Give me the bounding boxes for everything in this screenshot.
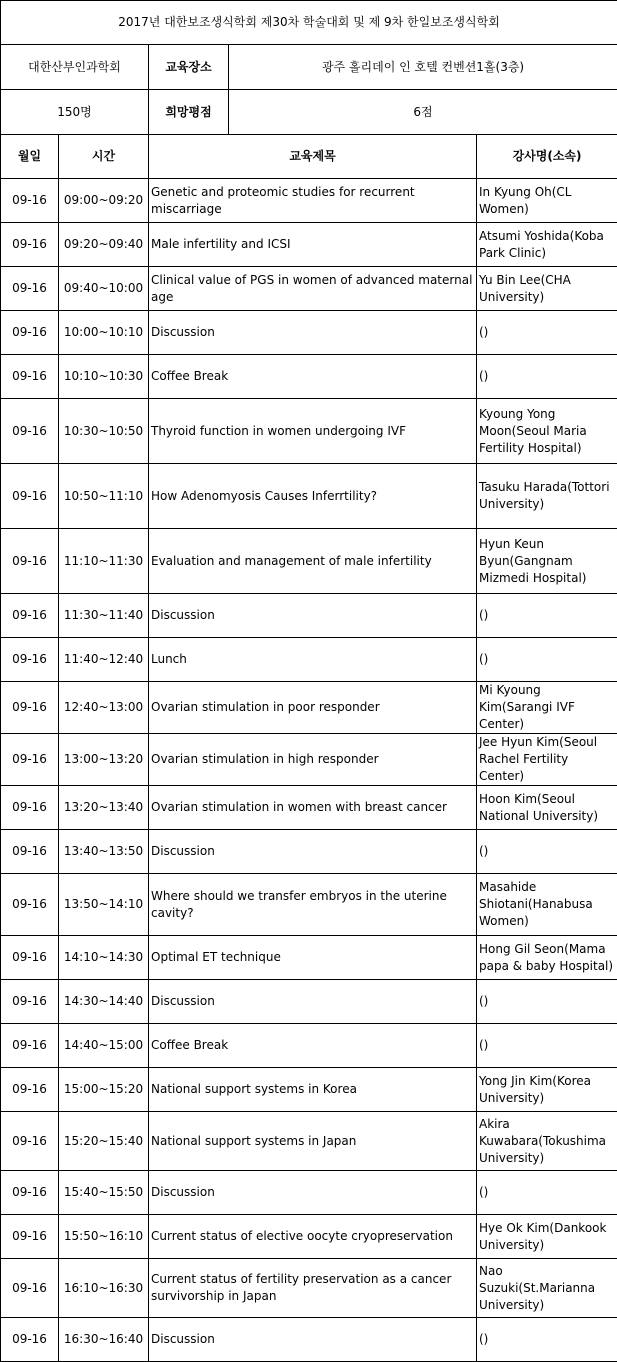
cell-subject: Where should we transfer embryos in the uterine cavity? bbox=[149, 874, 477, 936]
cell-speaker: Hong Gil Seon(Mama papa & baby Hospital) bbox=[477, 936, 617, 980]
cell-speaker: Masahide Shiotani(Hanabusa Women) bbox=[477, 874, 617, 936]
cell-speaker: () bbox=[477, 980, 617, 1024]
place-value: 광주 홀리데이 인 호텔 컨벤션1홀(3층) bbox=[229, 45, 617, 90]
cell-date: 09-16 bbox=[1, 179, 59, 223]
cell-subject: Optimal ET technique bbox=[149, 936, 477, 980]
cell-time: 10:10~10:30 bbox=[59, 355, 149, 399]
cell-speaker: Akira Kuwabara(Tokushima University) bbox=[477, 1112, 617, 1171]
cell-subject: Male infertility and ICSI bbox=[149, 223, 477, 267]
table-row bbox=[1, 399, 617, 464]
table-row bbox=[1, 1259, 617, 1318]
table-row bbox=[1, 1171, 617, 1215]
table-row bbox=[1, 464, 617, 529]
cell-time: 15:00~15:20 bbox=[59, 1068, 149, 1112]
cell-date: 09-16 bbox=[1, 734, 59, 786]
cell-date: 09-16 bbox=[1, 223, 59, 267]
cell-speaker: Atsumi Yoshida(Koba Park Clinic) bbox=[477, 223, 617, 267]
cell-date: 09-16 bbox=[1, 267, 59, 311]
cell-speaker: () bbox=[477, 830, 617, 874]
cell-subject: Thyroid function in women undergoing IVF bbox=[149, 399, 477, 464]
cell-subject: Discussion bbox=[149, 1171, 477, 1215]
cell-time: 13:00~13:20 bbox=[59, 734, 149, 786]
cell-time: 15:20~15:40 bbox=[59, 1112, 149, 1171]
cell-subject: Current status of elective oocyte cryopreservation bbox=[149, 1215, 477, 1259]
table-row bbox=[1, 355, 617, 399]
cell-time: 15:50~16:10 bbox=[59, 1215, 149, 1259]
cell-time: 13:20~13:40 bbox=[59, 786, 149, 830]
credit-label: 희망평점 bbox=[149, 90, 229, 135]
cell-subject: National support systems in Japan bbox=[149, 1112, 477, 1171]
table-row bbox=[1, 223, 617, 267]
cell-subject: How Adenomyosis Causes Inferrtility? bbox=[149, 464, 477, 529]
cell-date: 09-16 bbox=[1, 1171, 59, 1215]
cell-subject: Evaluation and management of male infertility bbox=[149, 529, 477, 594]
cell-speaker: () bbox=[477, 594, 617, 638]
cell-subject: Clinical value of PGS in women of advanced maternal age bbox=[149, 267, 477, 311]
table-row bbox=[1, 830, 617, 874]
table-row bbox=[1, 786, 617, 830]
cell-time: 11:10~11:30 bbox=[59, 529, 149, 594]
cell-speaker: Yu Bin Lee(CHA University) bbox=[477, 267, 617, 311]
cell-subject: National support systems in Korea bbox=[149, 1068, 477, 1112]
cell-date: 09-16 bbox=[1, 874, 59, 936]
header-subject: 교육제목 bbox=[149, 135, 477, 179]
cell-time: 11:40~12:40 bbox=[59, 638, 149, 682]
cell-time: 12:40~13:00 bbox=[59, 682, 149, 734]
cell-time: 10:30~10:50 bbox=[59, 399, 149, 464]
table-row bbox=[1, 1318, 617, 1362]
cell-subject: Discussion bbox=[149, 980, 477, 1024]
cell-date: 09-16 bbox=[1, 1318, 59, 1362]
cell-time: 13:50~14:10 bbox=[59, 874, 149, 936]
cell-speaker: Tasuku Harada(Tottori University) bbox=[477, 464, 617, 529]
cell-speaker: () bbox=[477, 1318, 617, 1362]
cell-speaker: () bbox=[477, 638, 617, 682]
cell-speaker: Mi Kyoung Kim(Sarangi IVF Center) bbox=[477, 682, 617, 734]
cell-date: 09-16 bbox=[1, 1068, 59, 1112]
cell-time: 09:40~10:00 bbox=[59, 267, 149, 311]
cell-date: 09-16 bbox=[1, 980, 59, 1024]
cell-subject: Coffee Break bbox=[149, 1024, 477, 1068]
society-name: 대한산부인과학회 bbox=[1, 45, 149, 90]
cell-time: 10:00~10:10 bbox=[59, 311, 149, 355]
cell-speaker: In Kyung Oh(CL Women) bbox=[477, 179, 617, 223]
table-row bbox=[1, 267, 617, 311]
table-row bbox=[1, 1068, 617, 1112]
table-row bbox=[1, 936, 617, 980]
cell-date: 09-16 bbox=[1, 1024, 59, 1068]
table-row bbox=[1, 980, 617, 1024]
cell-date: 09-16 bbox=[1, 936, 59, 980]
cell-date: 09-16 bbox=[1, 1112, 59, 1171]
cell-subject: Ovarian stimulation in high responder bbox=[149, 734, 477, 786]
table-row bbox=[1, 734, 617, 786]
cell-time: 16:10~16:30 bbox=[59, 1259, 149, 1318]
table-row bbox=[1, 594, 617, 638]
table-row bbox=[1, 638, 617, 682]
cell-speaker: () bbox=[477, 355, 617, 399]
cell-speaker: Yong Jin Kim(Korea University) bbox=[477, 1068, 617, 1112]
cell-time: 15:40~15:50 bbox=[59, 1171, 149, 1215]
cell-speaker: Kyoung Yong Moon(Seoul Maria Fertility Hospital) bbox=[477, 399, 617, 464]
cell-date: 09-16 bbox=[1, 786, 59, 830]
cell-date: 09-16 bbox=[1, 830, 59, 874]
table-row bbox=[1, 1024, 617, 1068]
table-row bbox=[1, 1112, 617, 1171]
cell-speaker: () bbox=[477, 311, 617, 355]
cell-speaker: Jee Hyun Kim(Seoul Rachel Fertility Center) bbox=[477, 734, 617, 786]
cell-time: 16:30~16:40 bbox=[59, 1318, 149, 1362]
table-row bbox=[1, 529, 617, 594]
cell-time: 14:40~15:00 bbox=[59, 1024, 149, 1068]
event-title: 2017년 대한보조생식학회 제30차 학술대회 및 제 9차 한일보조생식학회 bbox=[1, 1, 617, 45]
cell-speaker: Hye Ok Kim(Dankook University) bbox=[477, 1215, 617, 1259]
cell-subject: Genetic and proteomic studies for recurrent miscarriage bbox=[149, 179, 477, 223]
cell-time: 11:30~11:40 bbox=[59, 594, 149, 638]
cell-time: 09:20~09:40 bbox=[59, 223, 149, 267]
cell-subject: Coffee Break bbox=[149, 355, 477, 399]
info-row-credit bbox=[1, 90, 617, 135]
cell-date: 09-16 bbox=[1, 682, 59, 734]
cell-date: 09-16 bbox=[1, 399, 59, 464]
cell-subject: Discussion bbox=[149, 1318, 477, 1362]
cell-time: 09:00~09:20 bbox=[59, 179, 149, 223]
attendee-count: 150명 bbox=[1, 90, 149, 135]
cell-speaker: Hyun Keun Byun(Gangnam Mizmedi Hospital) bbox=[477, 529, 617, 594]
table-row bbox=[1, 179, 617, 223]
cell-date: 09-16 bbox=[1, 529, 59, 594]
cell-subject: Ovarian stimulation in women with breast cancer bbox=[149, 786, 477, 830]
cell-date: 09-16 bbox=[1, 1259, 59, 1318]
info-row-location bbox=[1, 45, 617, 90]
cell-subject: Discussion bbox=[149, 830, 477, 874]
header-time: 시간 bbox=[59, 135, 149, 179]
cell-time: 10:50~11:10 bbox=[59, 464, 149, 529]
cell-date: 09-16 bbox=[1, 1215, 59, 1259]
cell-subject: Discussion bbox=[149, 311, 477, 355]
credit-value: 6점 bbox=[229, 90, 617, 135]
table-row bbox=[1, 874, 617, 936]
cell-subject: Lunch bbox=[149, 638, 477, 682]
cell-speaker: () bbox=[477, 1024, 617, 1068]
cell-time: 13:40~13:50 bbox=[59, 830, 149, 874]
cell-date: 09-16 bbox=[1, 594, 59, 638]
cell-date: 09-16 bbox=[1, 311, 59, 355]
table-row bbox=[1, 682, 617, 734]
cell-date: 09-16 bbox=[1, 464, 59, 529]
cell-time: 14:10~14:30 bbox=[59, 936, 149, 980]
table-row bbox=[1, 1215, 617, 1259]
place-label: 교육장소 bbox=[149, 45, 229, 90]
cell-date: 09-16 bbox=[1, 355, 59, 399]
table-row bbox=[1, 311, 617, 355]
cell-subject: Ovarian stimulation in poor responder bbox=[149, 682, 477, 734]
header-date: 월일 bbox=[1, 135, 59, 179]
cell-speaker: Hoon Kim(Seoul National University) bbox=[477, 786, 617, 830]
header-speaker: 강사명(소속) bbox=[477, 135, 617, 179]
cell-date: 09-16 bbox=[1, 638, 59, 682]
cell-subject: Current status of fertility preservation as a cancer survivorship in Japan bbox=[149, 1259, 477, 1318]
cell-subject: Discussion bbox=[149, 594, 477, 638]
title-row bbox=[1, 1, 617, 45]
cell-speaker: Nao Suzuki(St.Marianna University) bbox=[477, 1259, 617, 1318]
cell-speaker: () bbox=[477, 1171, 617, 1215]
header-row bbox=[1, 135, 617, 179]
cell-time: 14:30~14:40 bbox=[59, 980, 149, 1024]
